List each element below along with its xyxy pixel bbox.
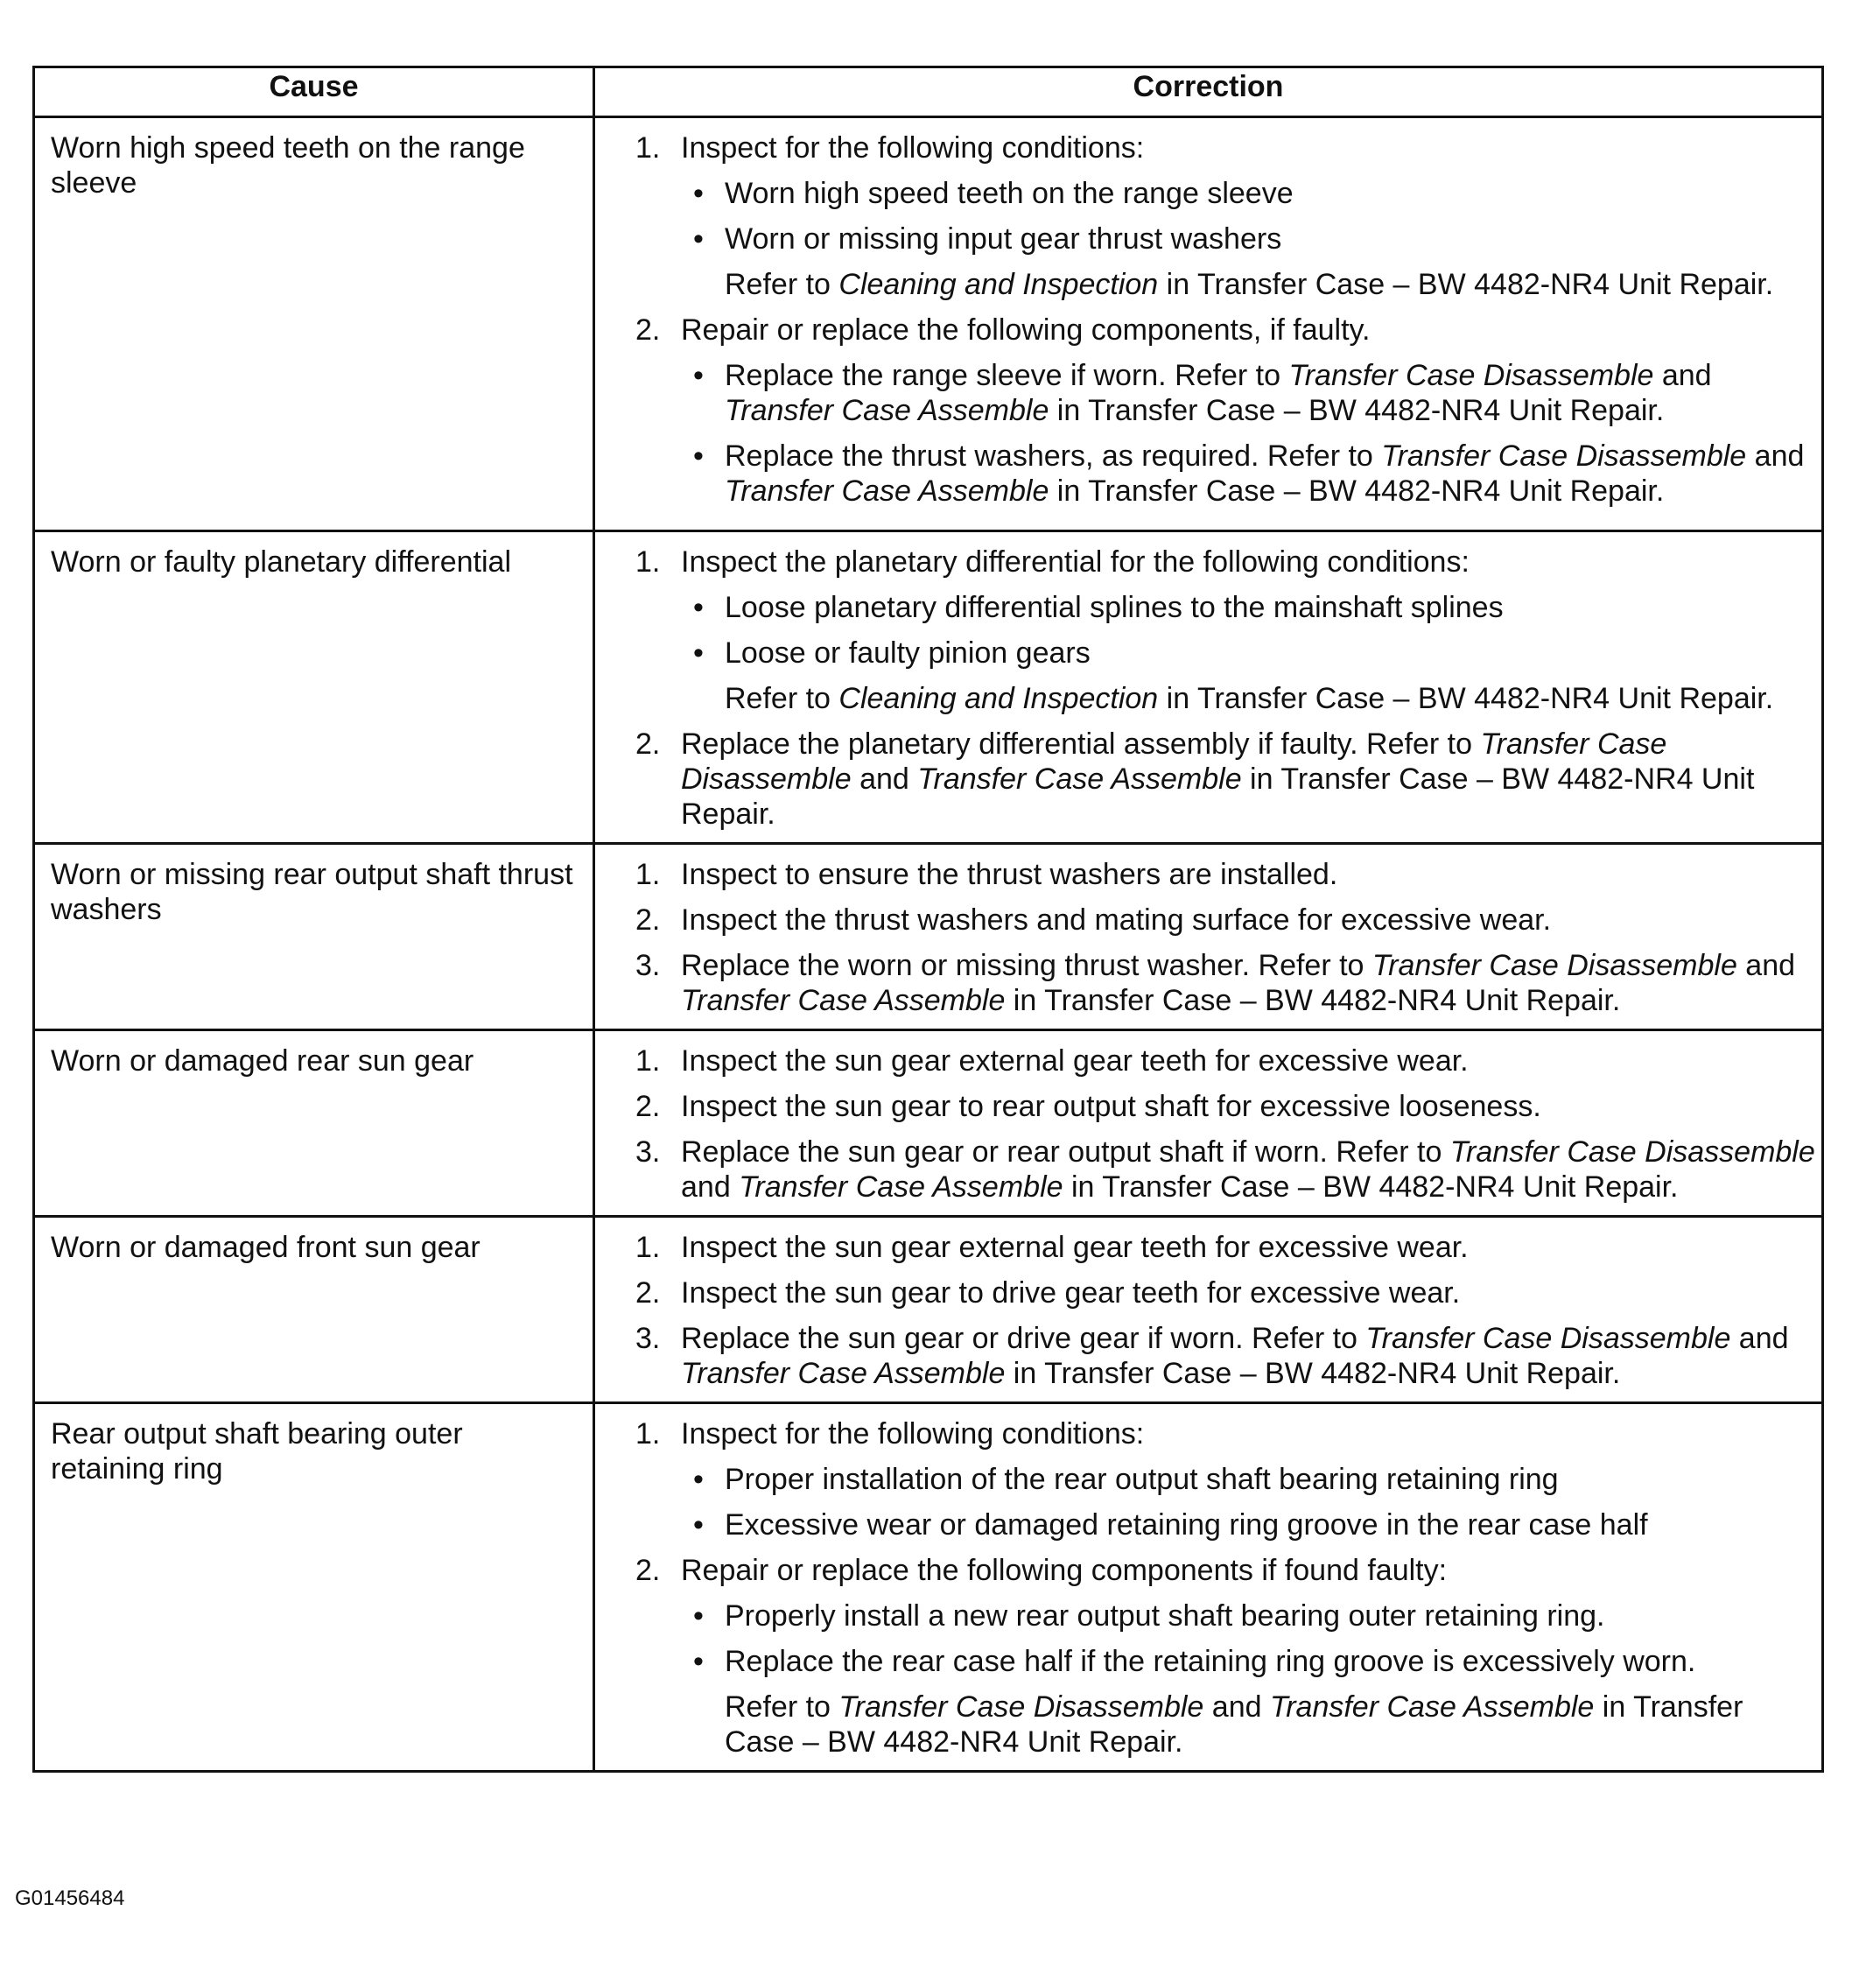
condition-text: Worn or missing input gear thrust washers [725, 222, 1282, 256]
step-text: Inspect for the following conditions: [681, 131, 1145, 165]
text-run: in Transfer Case – BW 4482-NR4 Unit Repair. [1063, 1170, 1679, 1204]
condition-item [681, 439, 1818, 509]
correction-steps [635, 1043, 1818, 1205]
reference-note [681, 1689, 1818, 1760]
condition-item [681, 636, 1818, 671]
step-text: Inspect the sun gear external gear teeth for excessive wear. [681, 1231, 1469, 1264]
condition-item [681, 176, 1818, 211]
cause-cell: Worn or damaged front sun gear [34, 1217, 594, 1403]
correction-step [635, 857, 1818, 892]
reference-note [681, 267, 1818, 302]
text-run: Replace the planetary differential assembly if faulty. Refer to [681, 727, 1481, 761]
bullet-icon: • [693, 1645, 704, 1678]
text-run: and [1653, 359, 1712, 392]
text-run: and [851, 762, 918, 796]
text-run: Replace the range sleeve if worn. Refer to [725, 359, 1289, 392]
reference-note [681, 681, 1818, 716]
reference-title: Transfer Case Disassemble [1449, 1135, 1815, 1169]
text-run: Replace the sun gear or rear output shaft if worn. Refer to [681, 1135, 1450, 1169]
reference-lead: Refer to [725, 268, 839, 301]
step-number: 1. [635, 1231, 661, 1264]
text-run: in Transfer Case – BW 4482-NR4 Unit Repair. [681, 762, 1755, 831]
correction-step [635, 948, 1818, 1018]
table-row [34, 1403, 1823, 1772]
bullet-icon: • [693, 177, 704, 210]
correction-step [635, 313, 1818, 509]
correction-step [635, 1275, 1818, 1310]
condition-item [681, 221, 1818, 256]
condition-item [681, 590, 1818, 625]
step-number: 2. [635, 727, 661, 761]
condition-text: Proper installation of the rear output shaft bearing retaining ring [725, 1463, 1559, 1496]
step-text: Inspect the sun gear to drive gear teeth for excessive wear. [681, 1276, 1461, 1310]
bullet-icon: • [693, 1508, 704, 1542]
bullet-icon: • [693, 1463, 704, 1496]
correction-step [635, 544, 1818, 716]
text-run: and [1746, 439, 1805, 473]
step-text: Inspect the thrust washers and mating surface for excessive wear. [681, 903, 1552, 937]
reference-title: Transfer Case Disassemble [1371, 949, 1737, 982]
reference-title: Transfer Case Disassemble [1365, 1322, 1731, 1355]
correction-cell [594, 531, 1823, 844]
text-run: Refer to [725, 1690, 839, 1724]
reference-title: Transfer Case Disassemble [1381, 439, 1747, 473]
cause-cell: Rear output shaft bearing outer retaining ring [34, 1403, 594, 1772]
condition-text [725, 439, 1804, 508]
step-number: 2. [635, 1554, 661, 1587]
condition-list [681, 590, 1818, 671]
correction-step [635, 1134, 1818, 1205]
condition-list [681, 176, 1818, 256]
reference-title: Cleaning and Inspection [838, 268, 1159, 301]
text-run: and [1203, 1690, 1270, 1724]
text-run: Replace the thrust washers, as required. Refer to [725, 439, 1382, 473]
correction-cell [594, 844, 1823, 1030]
text-run: in Transfer Case – BW 4482-NR4 Unit Repair. [725, 1690, 1743, 1759]
text-run: in Transfer Case – BW 4482-NR4 Unit Repair. [1005, 984, 1621, 1017]
condition-item [681, 1598, 1818, 1633]
bullet-icon: • [693, 591, 704, 624]
condition-item [681, 1462, 1818, 1497]
reference-title: Transfer Case Assemble [725, 474, 1049, 508]
correction-step [635, 903, 1818, 938]
step-number: 1. [635, 131, 661, 165]
troubleshooting-table-container [32, 66, 1821, 1773]
correction-cell [594, 1217, 1823, 1403]
condition-text [725, 359, 1712, 427]
step-number: 1. [635, 545, 661, 579]
step-text: Inspect the sun gear external gear teeth for excessive wear. [681, 1044, 1469, 1078]
correction-cell [594, 1030, 1823, 1217]
table-row [34, 1030, 1823, 1217]
step-text [681, 1134, 1818, 1205]
bullet-icon: • [693, 359, 704, 392]
cause-cell: Worn or damaged rear sun gear [34, 1030, 594, 1217]
bullet-icon: • [693, 1599, 704, 1633]
correction-step [635, 130, 1818, 302]
table-body [34, 117, 1823, 1772]
table-row [34, 117, 1823, 531]
cause-correction-table [32, 66, 1824, 1773]
step-text: Inspect the sun gear to rear output shaft for excessive looseness. [681, 1090, 1541, 1123]
step-number: 1. [635, 1044, 661, 1078]
correction-steps [635, 130, 1818, 509]
correction-steps [635, 544, 1818, 832]
reference-tail: in Transfer Case – BW 4482-NR4 Unit Repair. [1158, 268, 1774, 301]
step-text [681, 1321, 1818, 1391]
step-number: 3. [635, 1322, 661, 1355]
condition-list [681, 1598, 1818, 1679]
reference-title: Transfer Case Disassemble [681, 727, 1667, 796]
condition-text: Excessive wear or damaged retaining ring groove in the rear case half [725, 1508, 1648, 1542]
correction-steps [635, 857, 1818, 1018]
table-row [34, 1217, 1823, 1403]
correction-step [635, 1553, 1818, 1760]
condition-item [681, 358, 1818, 428]
condition-text: Loose planetary differential splines to the mainshaft splines [725, 591, 1504, 624]
table-row [34, 844, 1823, 1030]
reference-title: Transfer Case Assemble [725, 394, 1049, 427]
reference-title: Transfer Case Assemble [1269, 1690, 1595, 1724]
reference-title: Transfer Case Assemble [681, 1357, 1006, 1390]
figure-id: G01456484 [15, 1886, 125, 1910]
table-header-row [34, 67, 1823, 117]
correction-step [635, 1089, 1818, 1124]
condition-text: Loose or faulty pinion gears [725, 636, 1091, 670]
correction-step [635, 1321, 1818, 1391]
correction-cell [594, 117, 1823, 531]
step-number: 2. [635, 1276, 661, 1310]
table-row [34, 531, 1823, 844]
text-run: in Transfer Case – BW 4482-NR4 Unit Repair. [1049, 474, 1665, 508]
step-text [681, 727, 1818, 832]
reference-title: Cleaning and Inspection [838, 682, 1159, 715]
column-header-correction: Correction [594, 67, 1823, 117]
step-number: 1. [635, 1417, 661, 1451]
step-number: 2. [635, 903, 661, 937]
reference-title: Transfer Case Assemble [917, 762, 1242, 796]
bullet-icon: • [693, 636, 704, 670]
cause-cell: Worn high speed teeth on the range sleeve [34, 117, 594, 531]
reference-lead: Refer to [725, 682, 839, 715]
step-number: 1. [635, 858, 661, 891]
text-run: in Transfer Case – BW 4482-NR4 Unit Repair. [1049, 394, 1665, 427]
text-run: in Transfer Case – BW 4482-NR4 Unit Repair. [1005, 1357, 1621, 1390]
bullet-icon: • [693, 222, 704, 256]
reference-title: Transfer Case Disassemble [838, 1690, 1204, 1724]
reference-title: Transfer Case Disassemble [1288, 359, 1654, 392]
condition-text: Replace the rear case half if the retaining ring groove is excessively worn. [725, 1645, 1696, 1678]
correction-step [635, 727, 1818, 832]
column-header-cause: Cause [34, 67, 594, 117]
cause-cell: Worn or faulty planetary differential [34, 531, 594, 844]
step-number: 2. [635, 313, 661, 347]
step-text [681, 948, 1818, 1018]
correction-step [635, 1230, 1818, 1265]
condition-list [681, 1462, 1818, 1542]
cause-cell: Worn or missing rear output shaft thrust washers [34, 844, 594, 1030]
step-text: Inspect for the following conditions: [681, 1417, 1145, 1451]
reference-title: Transfer Case Assemble [739, 1170, 1063, 1204]
step-text: Repair or replace the following components, if faulty. [681, 313, 1371, 347]
condition-list [681, 358, 1818, 509]
correction-step [635, 1043, 1818, 1078]
step-text: Inspect to ensure the thrust washers are installed. [681, 858, 1338, 891]
step-text: Inspect the planetary differential for the following conditions: [681, 545, 1470, 579]
bullet-icon: • [693, 439, 704, 473]
text-run: and [681, 1170, 740, 1204]
correction-steps [635, 1230, 1818, 1391]
step-number: 2. [635, 1090, 661, 1123]
step-number: 3. [635, 1135, 661, 1169]
condition-item [681, 1507, 1818, 1542]
text-run: and [1730, 1322, 1789, 1355]
correction-step [635, 1416, 1818, 1542]
text-run: Replace the sun gear or drive gear if worn. Refer to [681, 1322, 1366, 1355]
text-run: and [1736, 949, 1796, 982]
condition-item [681, 1644, 1818, 1679]
text-run: Replace the worn or missing thrust washer. Refer to [681, 949, 1372, 982]
correction-cell [594, 1403, 1823, 1772]
step-number: 3. [635, 949, 661, 982]
step-text: Repair or replace the following components if found faulty: [681, 1554, 1448, 1587]
correction-steps [635, 1416, 1818, 1760]
condition-text: Worn high speed teeth on the range sleeve [725, 177, 1294, 210]
condition-text: Properly install a new rear output shaft bearing outer retaining ring. [725, 1599, 1605, 1633]
reference-title: Transfer Case Assemble [681, 984, 1006, 1017]
reference-tail: in Transfer Case – BW 4482-NR4 Unit Repair. [1158, 682, 1774, 715]
